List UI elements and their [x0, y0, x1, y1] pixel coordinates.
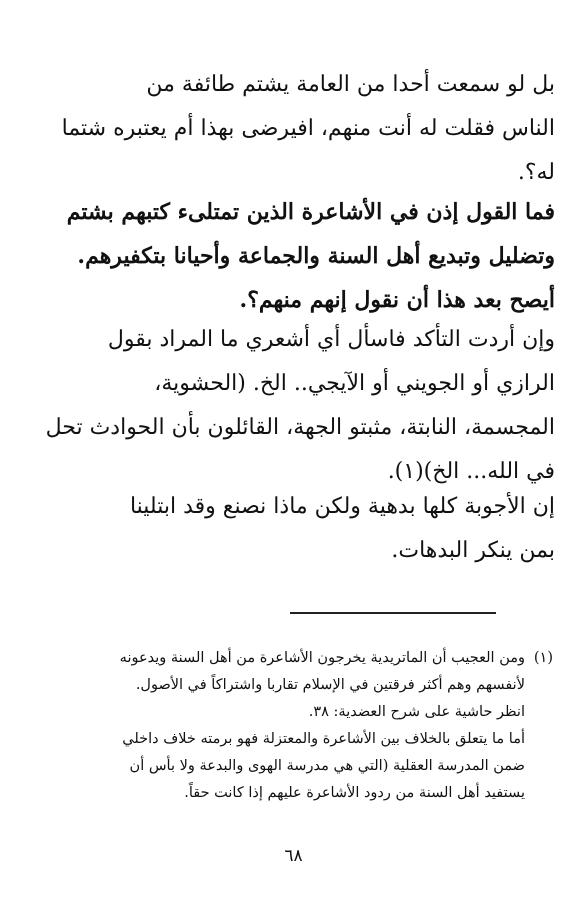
page-number: ٦٨ — [284, 846, 303, 866]
text-line: فما القول إذن في الأشاعرة الذين تمتلىء كتبهم بشتم — [66, 199, 555, 225]
text-line: المجسمة، النابتة، مثبتو الجهة، القائلون بأن الحوادث تحل — [45, 415, 555, 440]
paragraph-2 — [25, 190, 555, 322]
text-line: بل لو سمعت أحدا من العامة يشتم طائفة من — [146, 72, 555, 97]
footnote-number: (١) — [533, 650, 553, 666]
text-line: وإن أردت التأكد فاسأل أي أشعري ما المراد بقول — [107, 327, 555, 352]
footnote-line: أما ما يتعلق بالخلاف بين الأشاعرة والمعتزلة فهو برمته خلاف داخلي — [122, 731, 525, 747]
text-line: في الله... الخ)(١). — [387, 459, 555, 484]
footnote-line: ضمن المدرسة العقلية (التي هي مدرسة الهوى والبدعة ولا بأس أن — [129, 758, 525, 774]
footnotes — [28, 645, 553, 807]
footnote-line: يستفيد أهل السنة من ردود الأشاعرة عليهم إذا كانت حقاً. — [184, 785, 525, 801]
text-line: إن الأجوبة كلها بدهية ولكن ماذا نصنع وقد ابتلينا — [129, 494, 555, 519]
text-line: له؟. — [517, 160, 555, 185]
paragraph-1 — [25, 63, 555, 195]
footnote-separator — [290, 612, 496, 614]
paragraph-4 — [25, 485, 555, 573]
text-line: أيصح بعد هذا أن نقول إنهم منهم؟. — [239, 287, 555, 313]
footnote-line: لأنفسهم وهم أكثر فرقتين في الإسلام تقاربا واشتراكاً في الأصول. — [135, 677, 525, 693]
text-line: وتضليل وتبديع أهل السنة والجماعة وأحيانا بتكفيرهم. — [77, 243, 555, 269]
text-line: بمن ينكر البدهات. — [391, 538, 555, 563]
footnote-text: ومن العجيب أن الماتريدية يخرجون الأشاعرة من أهل السنة ويدعونه — [119, 650, 525, 666]
footnote-line — [28, 645, 553, 672]
text-line: الناس فقلت له أنت منهم، افيرضى بهذا أم يعتبره شتما — [61, 116, 555, 141]
text-line: الرازي أو الجويني أو الآيجي.. الخ. (الحشوية، — [154, 371, 555, 396]
footnote-line: انظر حاشية على شرح العضدية: ٣٨. — [308, 704, 525, 720]
paragraph-3 — [25, 318, 555, 494]
